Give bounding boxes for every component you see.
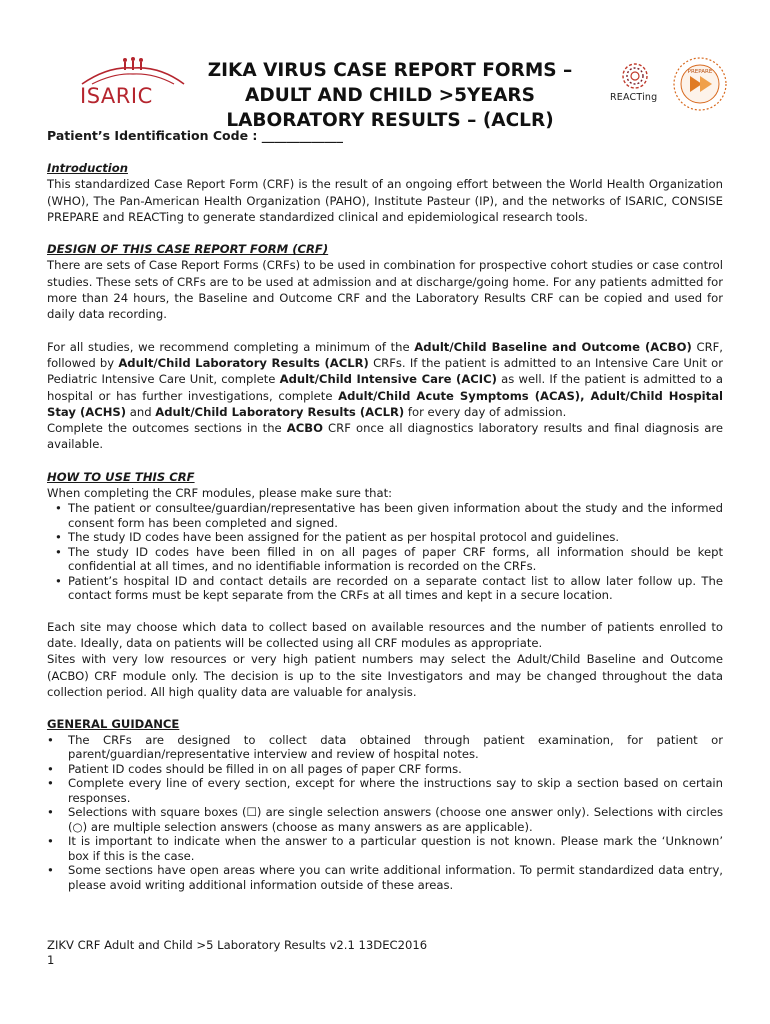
patient-identification-code: Patient’s Identification Code : _____________: [47, 128, 343, 143]
list-item: • The study ID codes have been filled in on all pages of paper CRF forms, all information should be kept confidential at all times, and no identifiable information is recorded on the CRFs.: [55, 544, 723, 574]
page-footer: [47, 938, 427, 968]
design-paragraph-1: There are sets of Case Report Forms (CRFs) to be used in combination for prospective cohort studies or case control studies. These sets of CRFs are to be used at admission and at discharge/going home. For any patients admitted for more than 24 hours, the Baseline and Outcome CRF and the Laboratory Results CRF can be copied and used for daily data recording.: [47, 258, 723, 322]
list-item: • The study ID codes have been assigned for the patient as per hospital protocol and guidelines.: [55, 530, 620, 545]
reacting-logo: [606, 62, 664, 108]
howto-paragraph-2: Sites with very low resources or very high patient numbers may select the Adult/Child Baseline and Outcome (ACBO) CRF module only. The decision is up to the site Investigators and may be changed throughout the data collection period. All high quality data are valuable for analysis.: [47, 652, 723, 700]
prepare-logo: [672, 56, 728, 112]
design-paragraph-2: For all studies, we recommend completing a minimum of the Adult/Child Baseline and Outcome (ACBO) CRF, followed by Adult/Child Laboratory Results (ACLR) CRFs. If the patient is admitted to an Intensive Care Unit or Pediatric Intensive Care Unit, complete Adult/Child Intensive Care (ACIC) as well. If the patient is admitted to a hospital or has further investigations, complete Adult/Child Acute Symptoms (ACAS), Adult/Child Hospital Stay (ACHS) and Adult/Child Laboratory Results (ACLR) for every day of admission.: [47, 339, 723, 419]
list-item: • Complete every line of every section, except for where the instructions say to skip a section based on certain responses.: [47, 776, 723, 805]
list-item: • Patient ID codes should be filled in on all pages of paper CRF forms.: [47, 761, 462, 776]
prepare-emblem-icon: [672, 56, 728, 112]
introduction-heading: Introduction: [47, 161, 128, 175]
guidance-list: [47, 733, 723, 893]
howto-intro: When completing the CRF modules, please make sure that:: [47, 486, 393, 501]
list-item: • Selections with square boxes (☐) are single selection answers (choose one answer only). Selections with circles (○) are multiple selection answers (choose as many answers as are applicable).: [47, 805, 723, 834]
design-heading: DESIGN OF THIS CASE REPORT FORM (CRF): [47, 242, 329, 257]
design-paragraph-3: Complete the outcomes sections in the ACBO CRF once all diagnostics laboratory results and final diagnosis are available.: [47, 421, 723, 452]
guidance-heading: GENERAL GUIDANCE: [47, 717, 180, 732]
list-item: • Some sections have open areas where you can write additional information. To permit standardized data entry, please avoid writing additional information outside of these areas.: [47, 863, 723, 892]
document-body: [47, 160, 723, 892]
howto-list: [47, 501, 723, 603]
title-line-2: ADULT AND CHILD >5YEARS: [245, 85, 535, 106]
page-title: [170, 58, 610, 133]
list-item: • The CRFs are designed to collect data obtained through patient examination, for patient or parent/guardian/representative interview and review of hospital notes.: [47, 732, 723, 762]
isaric-logo-text: ISARIC: [80, 84, 153, 108]
howto-heading: HOW TO USE THIS CRF: [47, 469, 195, 484]
title-line-1: ZIKA VIRUS CASE REPORT FORMS –: [207, 60, 573, 81]
title-line-3: LABORATORY RESULTS – (ACLR): [226, 110, 554, 131]
prepare-logo-text: PREPARE: [687, 69, 713, 75]
list-item: • Patient’s hospital ID and contact details are recorded on a separate contact list to allow later follow up. The contact forms must be kept separate from the CRFs at all times and kept in a secure location.: [55, 573, 723, 603]
reacting-logo-text: REACTing: [610, 92, 658, 103]
list-item: • The patient or consultee/guardian/representative has been given information about the study and the informed consent form has been completed and signed.: [55, 501, 723, 530]
reacting-spiral-icon: [606, 62, 664, 92]
list-item: • It is important to indicate when the answer to a particular question is not known. Please mark the ‘Unknown’ box if this is the case.: [47, 834, 723, 863]
introduction-text: This standardized Case Report Form (CRF) is the result of an ongoing effort between the World Health Organization (WHO), The Pan-American Health Organization (PAHO), Institute Pasteur (IP), and the networks of ISARIC, CONSISE PREPARE and REACTing to generate standardized clinical and epidemiological research tools.: [47, 177, 723, 224]
document-reference: ZIKV CRF Adult and Child >5 Laboratory Results v2.1 13DEC2016: [47, 938, 428, 952]
howto-paragraph-1: Each site may choose which data to collect based on available resources and the number of patients enrolled to date. Ideally, data on patients will be collected using all CRF modules as appropriate.: [47, 619, 723, 651]
page-number: 1: [47, 953, 55, 967]
